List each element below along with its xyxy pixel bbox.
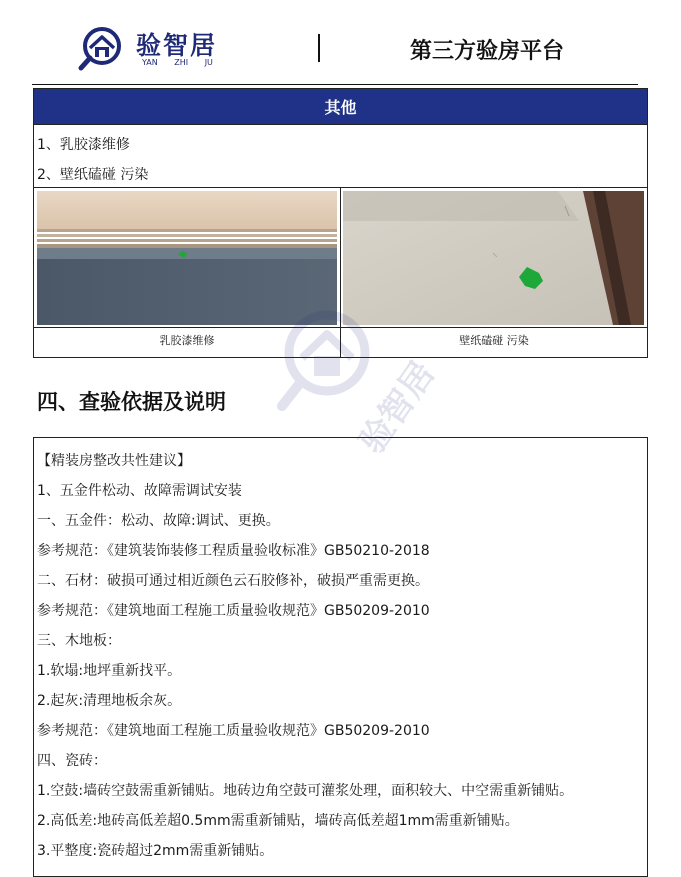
- basis-line: 参考规范：《建筑地面工程施工质量验收规范》GB50209-2010: [37, 603, 430, 619]
- other-item: 1、乳胶漆维修: [37, 137, 130, 153]
- caption-divider: [34, 327, 647, 328]
- brand-logo: [78, 24, 228, 74]
- basis-line: 四、瓷砖：: [37, 753, 107, 769]
- house-magnifier-icon: [78, 24, 130, 72]
- photo-caption: 乳胶漆维修: [159, 334, 215, 347]
- photo-row: [34, 188, 647, 357]
- basis-line: 三、木地板：: [37, 633, 121, 649]
- other-item: 2、壁纸磕碰 污染: [37, 167, 149, 183]
- basis-line: 一、五金件：松动、故障:调试、更换。: [37, 513, 280, 529]
- basis-line: 1.软塌:地坪重新找平。: [37, 663, 182, 679]
- basis-line: 二、石材：破损可通过相近颜色云石胶修补，破损严重需更换。: [37, 573, 429, 589]
- basis-line: 2.起灰:清理地板余灰。: [37, 693, 182, 709]
- inspection-basis-box: [33, 437, 648, 877]
- logo-pinyin: [142, 58, 227, 67]
- basis-line: 参考规范：《建筑装饰装修工程质量验收标准》GB50210-2018: [37, 543, 430, 559]
- logo-pinyin-zhi: ZHI: [174, 58, 189, 67]
- header-divider: [318, 34, 320, 62]
- logo-pinyin-ju: JU: [204, 58, 213, 67]
- header-rule: [32, 84, 638, 85]
- other-section-table: [33, 88, 648, 358]
- svg-text:验智居: 验智居: [351, 354, 444, 461]
- photo-latex-paint-image: [37, 191, 337, 325]
- page-header: [0, 0, 681, 86]
- page-title: 第三方验房平台: [410, 39, 565, 64]
- photo-wallpaper-stain-image: [343, 191, 644, 325]
- basis-line: 【精装房整改共性建议】: [37, 453, 191, 469]
- basis-line: 3.平整度:瓷砖超过2mm需重新铺贴。: [37, 843, 274, 859]
- photo-wallpaper-stain: [343, 191, 644, 325]
- logo-pinyin-yan: YAN: [142, 58, 158, 67]
- photo-latex-paint: [37, 191, 337, 325]
- logo-text: 验智居: [136, 31, 218, 60]
- photo-caption: 壁纸磕碰 污染: [459, 334, 529, 347]
- basis-line: 1.空鼓:墙砖空鼓需重新铺贴。地砖边角空鼓可灌浆处理，面积较大、中空需重新铺贴。: [37, 783, 574, 799]
- basis-line: 2.高低差:地砖高低差超0.5mm需重新铺贴，墙砖高低差超1mm需重新铺贴。: [37, 813, 519, 829]
- basis-line: 参考规范：《建筑地面工程施工质量验收规范》GB50209-2010: [37, 723, 430, 739]
- basis-line: 1、五金件松动、故障需调试安装: [37, 483, 242, 499]
- section-title: 四、查验依据及说明: [37, 390, 226, 414]
- other-section-heading: 其他: [34, 89, 647, 125]
